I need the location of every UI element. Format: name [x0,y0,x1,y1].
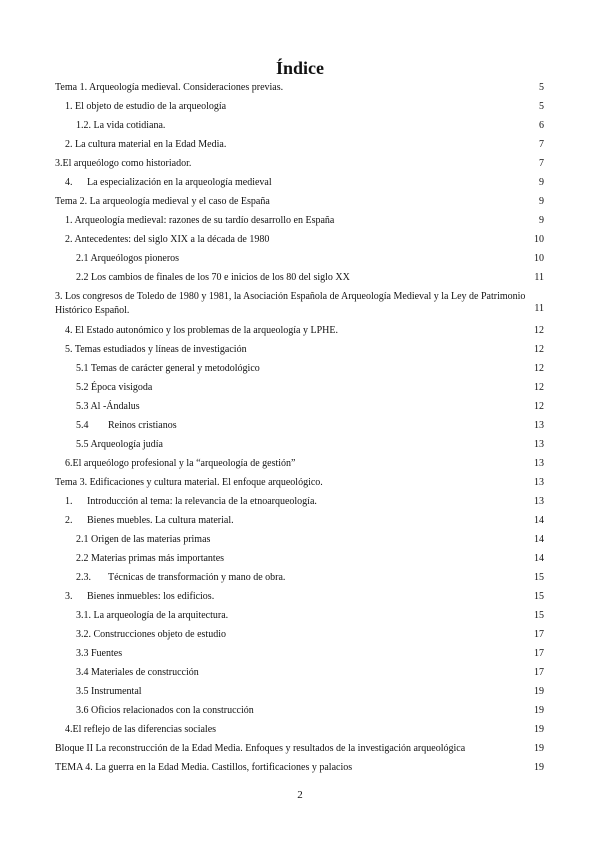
toc-entry[interactable] [0,230,600,249]
toc-entry-text: 3.3 Fuentes [76,648,123,659]
toc-entry-text: Tema 2. La arqueología medieval y el caso de España [55,196,270,207]
toc-entry-text: 5. Temas estudiados y líneas de investigación [65,344,247,355]
toc-entry-text: 3.2. Construcciones objeto de estudio [76,629,226,640]
toc-entry-text: Bienes muebles. La cultura material. [87,515,234,526]
toc-entry[interactable] [0,530,600,549]
toc-entry[interactable] [0,644,600,663]
toc-entry[interactable] [0,268,600,287]
toc-entry-page: 5 [539,82,544,93]
toc-entry-page: 17 [534,648,544,659]
toc-entry-page: 6 [539,120,544,131]
toc-entry-text: 6.El arqueólogo profesional y la “arqueología de gestión” [65,458,296,469]
toc-entry-page: 13 [534,458,544,469]
toc-entry-page: 17 [534,629,544,640]
toc-entry[interactable] [0,663,600,682]
toc-entry-text: 2.2 Materias primas más importantes [76,553,225,564]
toc-entry[interactable] [0,154,600,173]
toc-entry-text: 3. Los congresos de Toledo de 1980 y 1981, la Asociación Española de Arqueología Medieval y la Ley de Patrimonio Histórico Español. [55,291,526,316]
toc-entry-number: 4. [65,177,73,188]
toc-entry-page: 9 [539,177,544,188]
toc-entry-page: 12 [534,382,544,393]
toc-entry-page: 5 [539,101,544,112]
toc-entry-page: 7 [539,158,544,169]
page-number: 2 [297,789,303,801]
toc-entry-text: 1. Arqueología medieval: razones de su tardío desarrollo en España [65,215,335,226]
toc-entry[interactable] [0,359,600,378]
toc-entry-text: 5.2 Época visigoda [76,382,153,393]
toc-entry-number: 5.4 [76,420,89,431]
toc-entry-page: 11 [534,303,544,314]
toc-entry[interactable] [0,511,600,530]
toc-entry[interactable] [0,587,600,606]
toc-entry-page: 19 [534,724,544,735]
toc-entry-page: 11 [534,272,544,283]
table-of-contents [0,78,600,777]
toc-entry-text: 3.5 Instrumental [76,686,142,697]
toc-entry-page: 15 [534,610,544,621]
toc-entry-page: 13 [534,420,544,431]
toc-entry-text: 3.6 Oficios relacionados con la construcción [76,705,254,716]
toc-entry-page: 12 [534,363,544,374]
toc-entry[interactable] [0,473,600,492]
toc-entry-text: 1. El objeto de estudio de la arqueología [65,101,227,112]
toc-entry-text: TEMA 4. La guerra en la Edad Media. Castillos, fortificaciones y palacios [55,762,353,773]
toc-entry-page: 13 [534,439,544,450]
toc-entry-text: 2. La cultura material en la Edad Media. [65,139,227,150]
toc-entry-text: 5.1 Temas de carácter general y metodológico [76,363,260,374]
toc-entry-page: 19 [534,705,544,716]
toc-entry[interactable] [0,625,600,644]
toc-entry-page: 17 [534,667,544,678]
toc-entry-text: Introducción al tema: la relevancia de la etnoarqueología. [87,496,317,507]
toc-entry-page: 13 [534,477,544,488]
toc-entry[interactable] [0,549,600,568]
toc-entry[interactable] [0,416,600,435]
toc-entry-page: 15 [534,572,544,583]
page-title: Índice [275,58,324,78]
toc-entry-page: 12 [534,401,544,412]
toc-entry[interactable] [0,739,600,758]
toc-entry[interactable] [0,397,600,416]
toc-entry-page: 19 [534,743,544,754]
toc-entry[interactable] [0,97,600,116]
toc-entry-text: Reinos cristianos [108,420,177,431]
toc-entry[interactable] [0,758,600,777]
toc-entry-page: 7 [539,139,544,150]
toc-entry[interactable] [0,135,600,154]
toc-entry-text: Técnicas de transformación y mano de obra. [108,572,286,583]
toc-entry[interactable] [0,435,600,454]
toc-entry-page: 15 [534,591,544,602]
toc-entry[interactable] [0,249,600,268]
toc-entry-page: 12 [534,325,544,336]
toc-entry-page: 9 [539,196,544,207]
toc-entry[interactable] [0,173,600,192]
toc-entry[interactable] [0,568,600,587]
toc-entry[interactable] [0,720,600,739]
toc-entry[interactable] [0,78,600,97]
toc-entry-text: La especialización en la arqueología medieval [87,177,272,188]
toc-entry-text: 2.2 Los cambios de finales de los 70 e inicios de los 80 del siglo XX [76,272,350,283]
toc-entry-text: 4. El Estado autonómico y los problemas de la arqueología y LPHE. [65,325,338,336]
toc-entry-text: 1.2. La vida cotidiana. [76,120,166,131]
toc-entry-text: Bienes inmuebles: los edificios. [87,591,215,602]
toc-entry[interactable] [0,211,600,230]
toc-entry-text: Bloque II La reconstrucción de la Edad Media. Enfoques y resultados de la investigación arqueológica [55,743,466,754]
toc-entry-number: 2. [65,515,73,526]
toc-entry-text: 2. Antecedentes: del siglo XIX a la década de 1980 [65,234,270,245]
toc-entry-number: 2.3. [76,572,91,583]
toc-entry-text: 4.El reflejo de las diferencias sociales [65,724,217,735]
toc-entry-text: Tema 1. Arqueología medieval. Consideraciones previas. [55,82,284,93]
toc-entry[interactable] [0,682,600,701]
toc-entry-page: 10 [534,234,544,245]
toc-entry-page: 14 [534,534,544,545]
toc-entry-page: 12 [534,344,544,355]
toc-entry-page: 14 [534,515,544,526]
toc-entry[interactable] [0,192,600,211]
toc-entry[interactable] [0,340,600,359]
toc-entry-text: 3.1. La arqueología de la arquitectura. [76,610,229,621]
toc-entry-page: 19 [534,686,544,697]
toc-entry-text: 5.5 Arqueología judía [76,439,163,450]
toc-entry-text: Tema 3. Edificaciones y cultura material. El enfoque arqueológico. [55,477,323,488]
toc-entry[interactable] [0,606,600,625]
toc-entry[interactable] [0,116,600,135]
toc-entry-number: 1. [65,496,73,507]
toc-entry[interactable] [0,287,600,321]
toc-entry-text: 3.4 Materiales de construcción [76,667,199,678]
toc-entry-text: 2.1 Arqueólogos pioneros [76,253,180,264]
toc-entry[interactable] [0,492,600,511]
toc-entry-page: 19 [534,762,544,773]
toc-entry-text: 3.El arqueólogo como historiador. [55,158,192,169]
toc-entry-text: 2.1 Origen de las materias primas [76,534,211,545]
toc-entry-page: 14 [534,553,544,564]
toc-entry-number: 3. [65,591,73,602]
toc-entry-page: 13 [534,496,544,507]
toc-entry[interactable] [0,321,600,340]
toc-entry[interactable] [0,454,600,473]
toc-entry[interactable] [0,701,600,720]
toc-entry[interactable] [0,378,600,397]
toc-entry-page: 10 [534,253,544,264]
toc-entry-text: 5.3 Al -Ándalus [76,401,140,412]
toc-entry-page: 9 [539,215,544,226]
